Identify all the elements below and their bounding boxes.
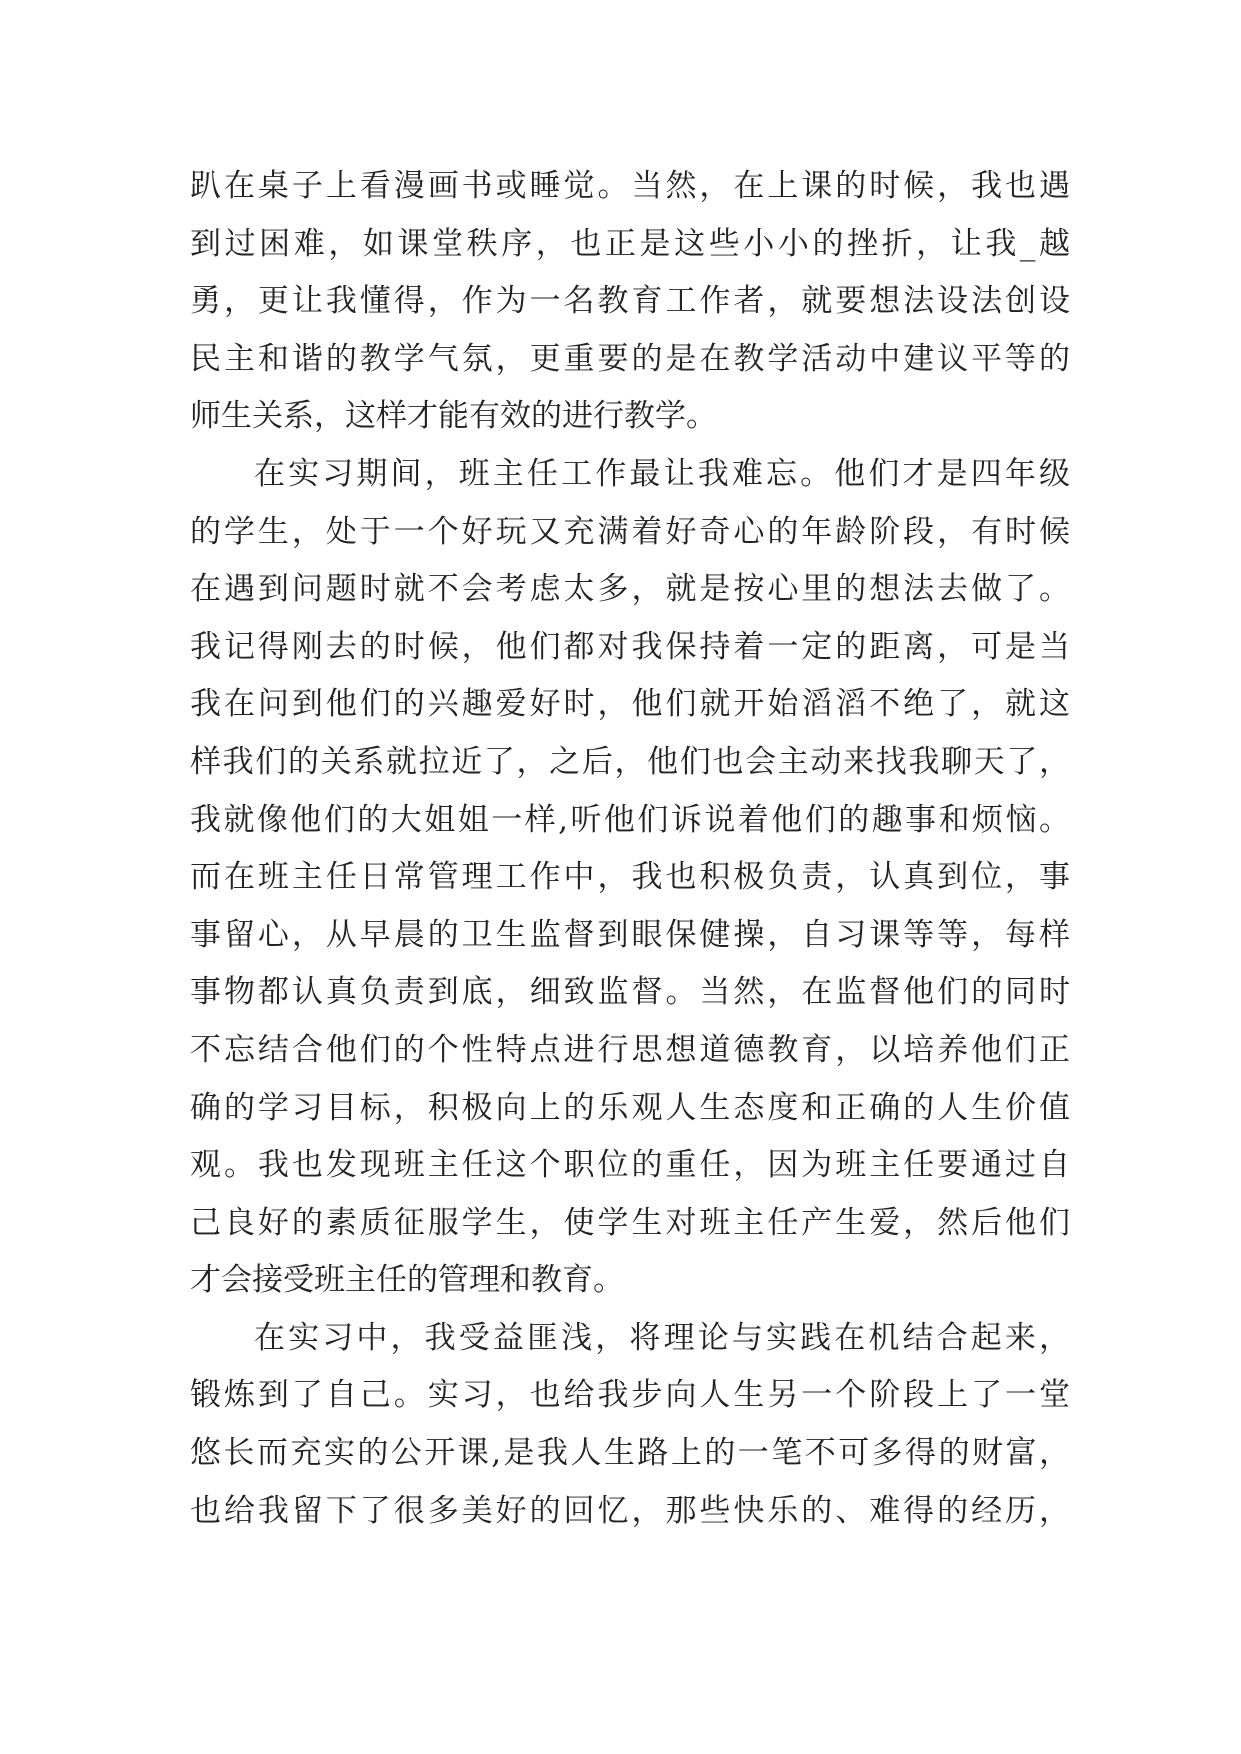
text-line: 样我们的关系就拉近了，之后，他们也会主动来找我聊天了， xyxy=(190,743,1070,780)
text-line: 悠长而充实的公开课,是我人生路上的一笔不可多得的财富， xyxy=(190,1435,1070,1472)
text-line: 民主和谐的教学气氛，更重要的是在教学活动中建议平等的 xyxy=(190,340,1070,377)
text-line: 事留心，从早晨的卫生监督到眼保健操，自习课等等，每样 xyxy=(190,916,1070,953)
text-line: 的学生，处于一个好玩又充满着好奇心的年龄阶段，有时候 xyxy=(190,513,1070,550)
paragraph-end-line: 才会接受班主任的管理和教育。 xyxy=(190,1262,624,1299)
text-line: 锻炼到了自己。实习，也给我步向人生另一个阶段上了一堂 xyxy=(190,1377,1070,1414)
text-line: 趴在桌子上看漫画书或睡觉。当然，在上课的时候，我也遇 xyxy=(190,168,1070,204)
paragraph-start-line: 在实习中，我受益匪浅，将理论与实践在机结合起来， xyxy=(254,1319,1070,1356)
text-line: 确的学习目标，积极向上的乐观人生态度和正确的人生价值 xyxy=(190,1089,1070,1126)
text-line: 到过困难，如课堂秩序，也正是这些小小的挫折，让我_越 xyxy=(190,225,1070,262)
paragraph-end-line: 师生关系，这样才能有效的进行教学。 xyxy=(190,398,717,435)
text-line: 我记得刚去的时候，他们都对我保持着一定的距离，可是当 xyxy=(190,628,1070,665)
text-line: 观。我也发现班主任这个职位的重任，因为班主任要通过自 xyxy=(190,1147,1070,1184)
text-line: 事物都认真负责到底，细致监督。当然，在监督他们的同时 xyxy=(190,974,1070,1011)
text-line: 我就像他们的大姐姐一样,听他们诉说着他们的趣事和烦恼。 xyxy=(190,801,1070,838)
body-text xyxy=(190,158,1070,1540)
text-line: 也给我留下了很多美好的回忆，那些快乐的、难得的经历， xyxy=(190,1492,1070,1529)
text-line: 而在班主任日常管理工作中，我也积极负责，认真到位，事 xyxy=(190,859,1070,896)
text-line: 不忘结合他们的个性特点进行思想道德教育，以培养他们正 xyxy=(190,1031,1070,1068)
text-line: 己良好的素质征服学生，使学生对班主任产生爱，然后他们 xyxy=(190,1204,1070,1241)
paragraph-start-line: 在实习期间，班主任工作最让我难忘。他们才是四年级 xyxy=(254,455,1070,492)
text-line: 在遇到问题时就不会考虑太多，就是按心里的想法去做了。 xyxy=(190,571,1070,608)
text-line: 我在问到他们的兴趣爱好时，他们就开始滔滔不绝了，就这 xyxy=(190,686,1070,723)
text-line: 勇，更让我懂得，作为一名教育工作者，就要想法设法创设 xyxy=(190,283,1070,320)
